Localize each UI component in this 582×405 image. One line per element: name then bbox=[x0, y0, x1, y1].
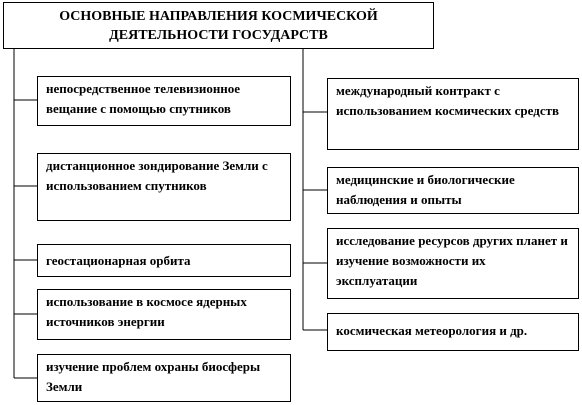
right-item-planet-resources bbox=[327, 228, 579, 299]
right-item-label: международный контракт с использованием космических средств bbox=[336, 83, 559, 118]
left-item-tv-broadcasting bbox=[37, 76, 291, 126]
right-item-international-contract bbox=[327, 78, 579, 150]
diagram-title-box bbox=[3, 2, 434, 49]
left-item-geostationary-orbit bbox=[37, 244, 291, 277]
right-item-label: космическая метеорология и др. bbox=[336, 323, 528, 338]
right-item-label: исследование ресурсов других планет и изучение возможности их эксплуатации bbox=[336, 233, 568, 288]
left-item-label: использование в космосе ядерных источников энергии bbox=[46, 294, 247, 329]
left-item-nuclear-power bbox=[37, 289, 291, 340]
left-item-remote-sensing bbox=[37, 153, 291, 221]
title-line-1: ОСНОВНЫЕ НАПРАВЛЕНИЯ КОСМИЧЕСКОЙ bbox=[59, 9, 378, 24]
right-item-label: медицинские и биологические наблюдения и опыты bbox=[336, 172, 515, 207]
title-line-2: ДЕЯТЕЛЬНОСТИ ГОСУДАРСТВ bbox=[109, 28, 328, 43]
left-item-label: дистанционное зондирование Земли с использованием спутников bbox=[46, 158, 268, 193]
left-item-biosphere bbox=[37, 354, 291, 402]
right-item-meteorology bbox=[327, 313, 579, 351]
left-item-label: геостационарная орбита bbox=[46, 253, 191, 268]
right-item-medical-observations bbox=[327, 167, 579, 214]
left-item-label: изучение проблем охраны биосферы Земли bbox=[46, 359, 261, 394]
left-item-label: непосредственное телевизионное вещание с помощью спутников bbox=[46, 81, 241, 116]
